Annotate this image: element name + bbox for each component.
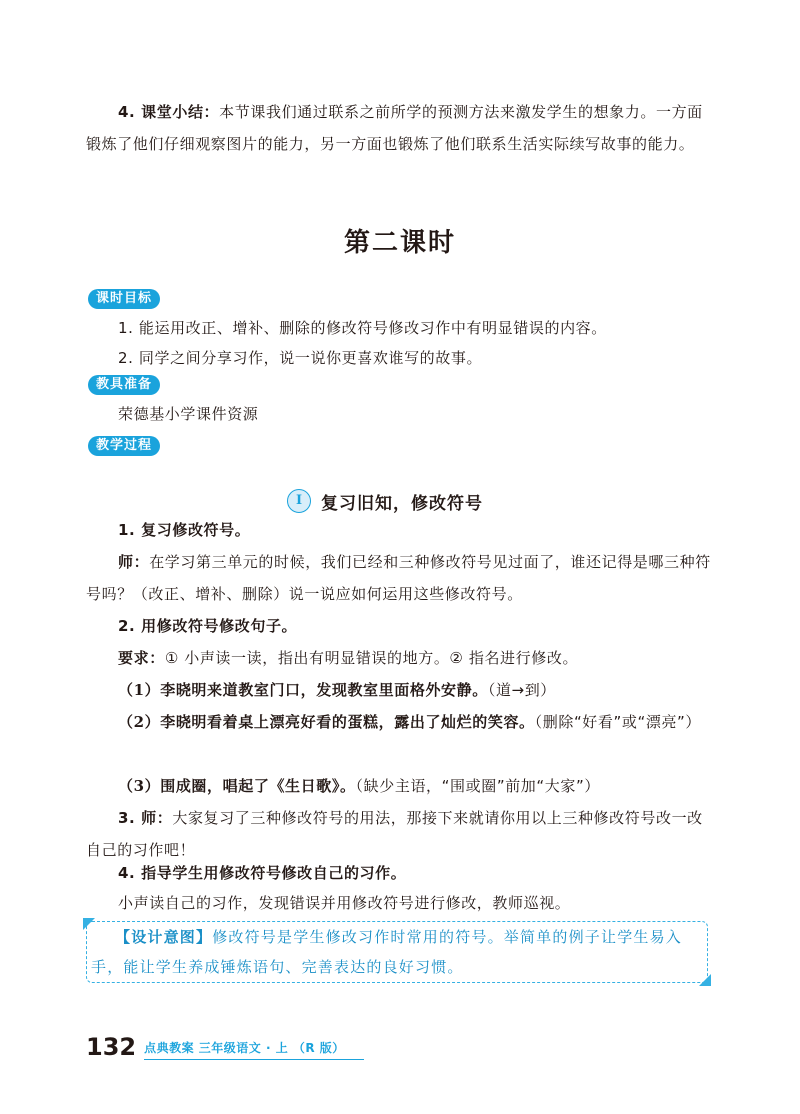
summary-text: 本节课我们通过联系之前所学的预测方法来激发学生的想象力。一方面锻炼了他们仔细观察图片的能力，另一方面也锻炼了他们联系生活实际续写故事的能力。 (86, 103, 703, 153)
process-tag: 教学过程 (88, 436, 160, 456)
prep-text: 荣德基小学课件资源 (118, 405, 259, 423)
step1-heading: 1. 复习修改符号。 (118, 521, 251, 539)
book-title: 点典教案 三年级语文 · 上 （R 版） (144, 1039, 364, 1060)
page-footer (86, 1030, 364, 1060)
goal-item-1: 1. 能运用改正、增补、删除的修改符号修改习作中有明显错误的内容。 (118, 319, 607, 337)
step2-requirement: 要求：① 小声读一读，指出有明显错误的地方。② 指名进行修改。 (118, 649, 579, 667)
page-number: 132 (86, 1033, 137, 1061)
section-heading (287, 488, 483, 514)
summary-paragraph (86, 96, 716, 160)
goal-item-2: 2. 同学之间分享习作，说一说你更喜欢谁写的故事。 (118, 349, 483, 367)
step4-text: 小声读自己的习作，发现错误并用修改符号进行修改，教师巡视。 (118, 894, 571, 912)
summary-label: 4. 课堂小结： (118, 103, 220, 121)
example-2: （2）李晓明看着桌上漂亮好看的蛋糕，露出了灿烂的笑容。（删除“好看”或“漂亮”） (118, 713, 702, 731)
step1-teacher: 师：在学习第三单元的时候，我们已经和三种修改符号见过面了，谁还记得是哪三种符号吗？（改正、增补、删除）说一说应如何运用这些修改符号。 (86, 553, 711, 603)
section-number-badge: I (287, 489, 311, 513)
step3: 3. 师：大家复习了三种修改符号的用法，那接下来就请你用以上三种修改符号改一改自己的习作吧！ (86, 809, 703, 859)
example-3: （3）围成圈，唱起了《生日歌》。（缺少主语，“围或圈”前加“大家”） (118, 777, 600, 795)
design-intent-text: 【设计意图】修改符号是学生修改习作时常用的符号。举简单的例子让学生易入手，能让学生养成锤炼语句、完善表达的良好习惯。 (91, 928, 683, 976)
goals-tag: 课时目标 (88, 289, 160, 309)
lesson-title: 第二课时 (343, 228, 456, 258)
section-title: 复习旧知，修改符号 (321, 493, 483, 514)
design-intent-label: 【设计意图】 (115, 928, 213, 946)
prep-tag: 教具准备 (88, 375, 160, 395)
example-1: （1）李晓明来道教室门口，发现教室里面格外安静。（道→到） (118, 681, 556, 699)
step4-heading: 4. 指导学生用修改符号修改自己的习作。 (118, 864, 407, 882)
design-intent-box (86, 921, 708, 983)
step2-heading: 2. 用修改符号修改句子。 (118, 617, 298, 635)
